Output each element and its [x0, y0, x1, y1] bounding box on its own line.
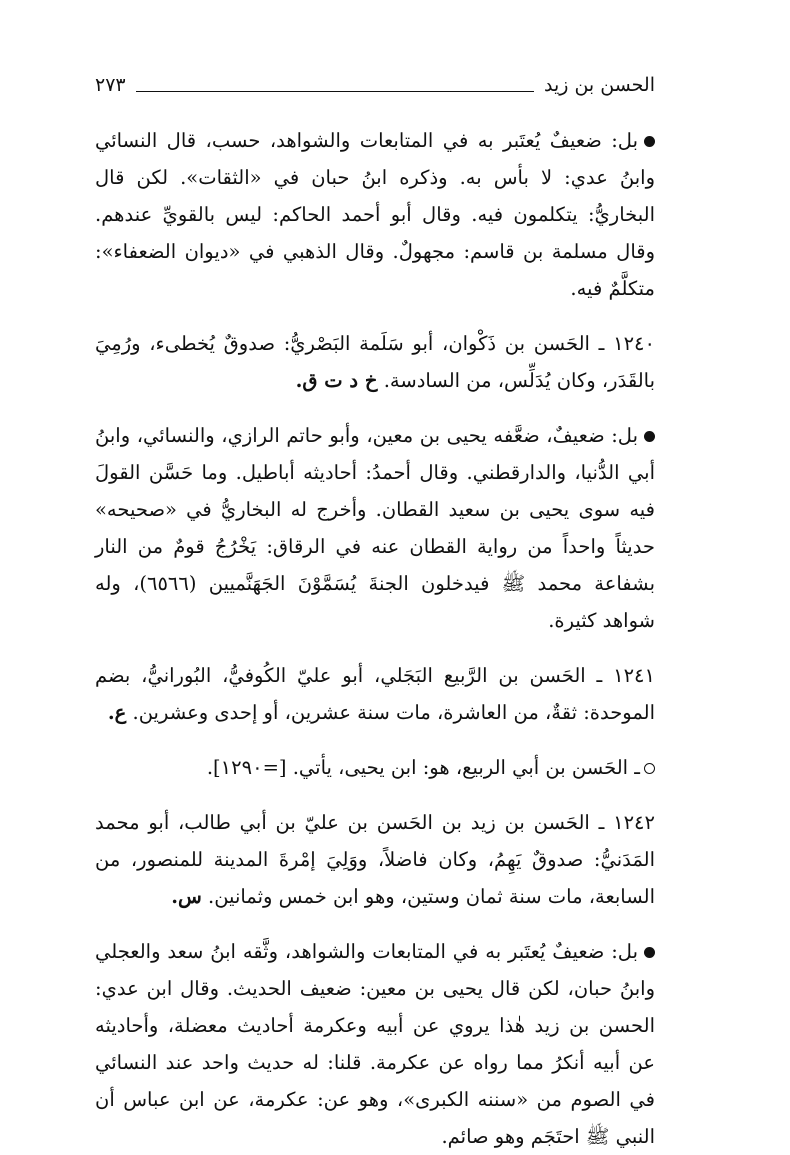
comment-paragraph: بل: ضعيفٌ يُعتَبر به في المتابعات والشواهد، وثَّقه ابنُ سعد والعجلي وابنُ حبان، لكن قال يحيى بن معين: ضعيف الحديث. وقال ابن عدي: الحسن بن زيد هٰذا يروي عن أبيه وعكرمة أحاديث معضلة، وأحاديثه عن أبيه أنكرُ مما رواه عن عكرمة. قلنا: له حديث واحد عند النسائي في الصوم من «سننه الكبرى»، وهو عن: عكرمة، عن ابن عباس أن النبي ﷺ احتَجَم وهو صائم. — [95, 940, 655, 1148]
bullet-icon — [644, 947, 655, 958]
bullet-icon — [644, 136, 655, 147]
header-rule — [136, 91, 534, 92]
book-page — [95, 70, 655, 1155]
cross-reference: ـ الحَسن بن أبي الربيع، هو: ابن يحيى، يأتي. [=١٢٩٠]. — [95, 749, 655, 786]
running-title: الحسن بن زيد — [543, 74, 655, 96]
symbols: خ د ت ق. — [295, 369, 378, 392]
running-header — [95, 70, 655, 100]
circle-marker-icon — [644, 763, 655, 774]
symbols: ع. — [107, 701, 127, 724]
page-number: ٢٧٣ — [95, 74, 126, 96]
bullet-icon — [644, 431, 655, 442]
biography-entry: ١٢٤١ ـ الحَسن بن الرَّبيع البَجَلي، أبو عليّ الكُوفيُّ، البُورانيُّ، بضم الموحدة: ثقةٌ، من العاشرة، مات سنة عشرين، أو إحدى وعشرين. ع. — [95, 664, 655, 724]
comment-paragraph: بل: ضعيفٌ يُعتَبر به في المتابعات والشواهد، حسب، قال النسائي وابنُ عدي: لا بأس به. وذكره ابنُ حبان في «الثقات». لكن قال البخاريُّ: يتكلمون فيه. وقال أبو أحمد الحاكم: ليس بالقويِّ عندهم. وقال مسلمة بن قاسم: مجهولٌ. وقال الذهبي في «ديوان الضعفاء»: متكلَّمٌ فيه. — [95, 129, 655, 300]
comment-paragraph: بل: ضعيفٌ، ضعَّفه يحيى بن معين، وأبو حاتم الرازي، والنسائي، وابنُ أبي الدُّنيا، والدارقطني. وقال أحمدُ: أحاديثه أباطيل. وما حَسَّن القولَ فيه سوى يحيى بن سعيد القطان. وأخرج له البخاريُّ في «صحيحه» حديثاً واحداً من رواية القطان عنه في الرقاق: يَخْرُجُ قومٌ من النار بشفاعة محمد ﷺ فيدخلون الجنةَ يُسَمَّوْنَ الجَهَنَّميين (٦٥٦٦)، وله شواهد كثيرة. — [95, 424, 655, 632]
biography-entry: ١٢٤٠ ـ الحَسن بن ذَكْوان، أبو سَلَمة البَصْريُّ: صدوقٌ يُخطىء، ورُمِيَ بالقَدَر، وكان يُدَلِّس، من السادسة. خ د ت ق. — [95, 332, 655, 392]
symbols: س. — [171, 885, 202, 908]
biography-entry: ١٢٤٢ ـ الحَسن بن زيد بن الحَسن بن عليّ بن أبي طالب، أبو محمد المَدَنيُّ: صدوقٌ يَهِمُ، وكان فاضلاً، ووَلِيَ إمْرةَ المدينة للمنصور، من السابعة، مات سنة ثمان وستين، وهو ابن خمس وثمانين. س. — [95, 811, 655, 908]
